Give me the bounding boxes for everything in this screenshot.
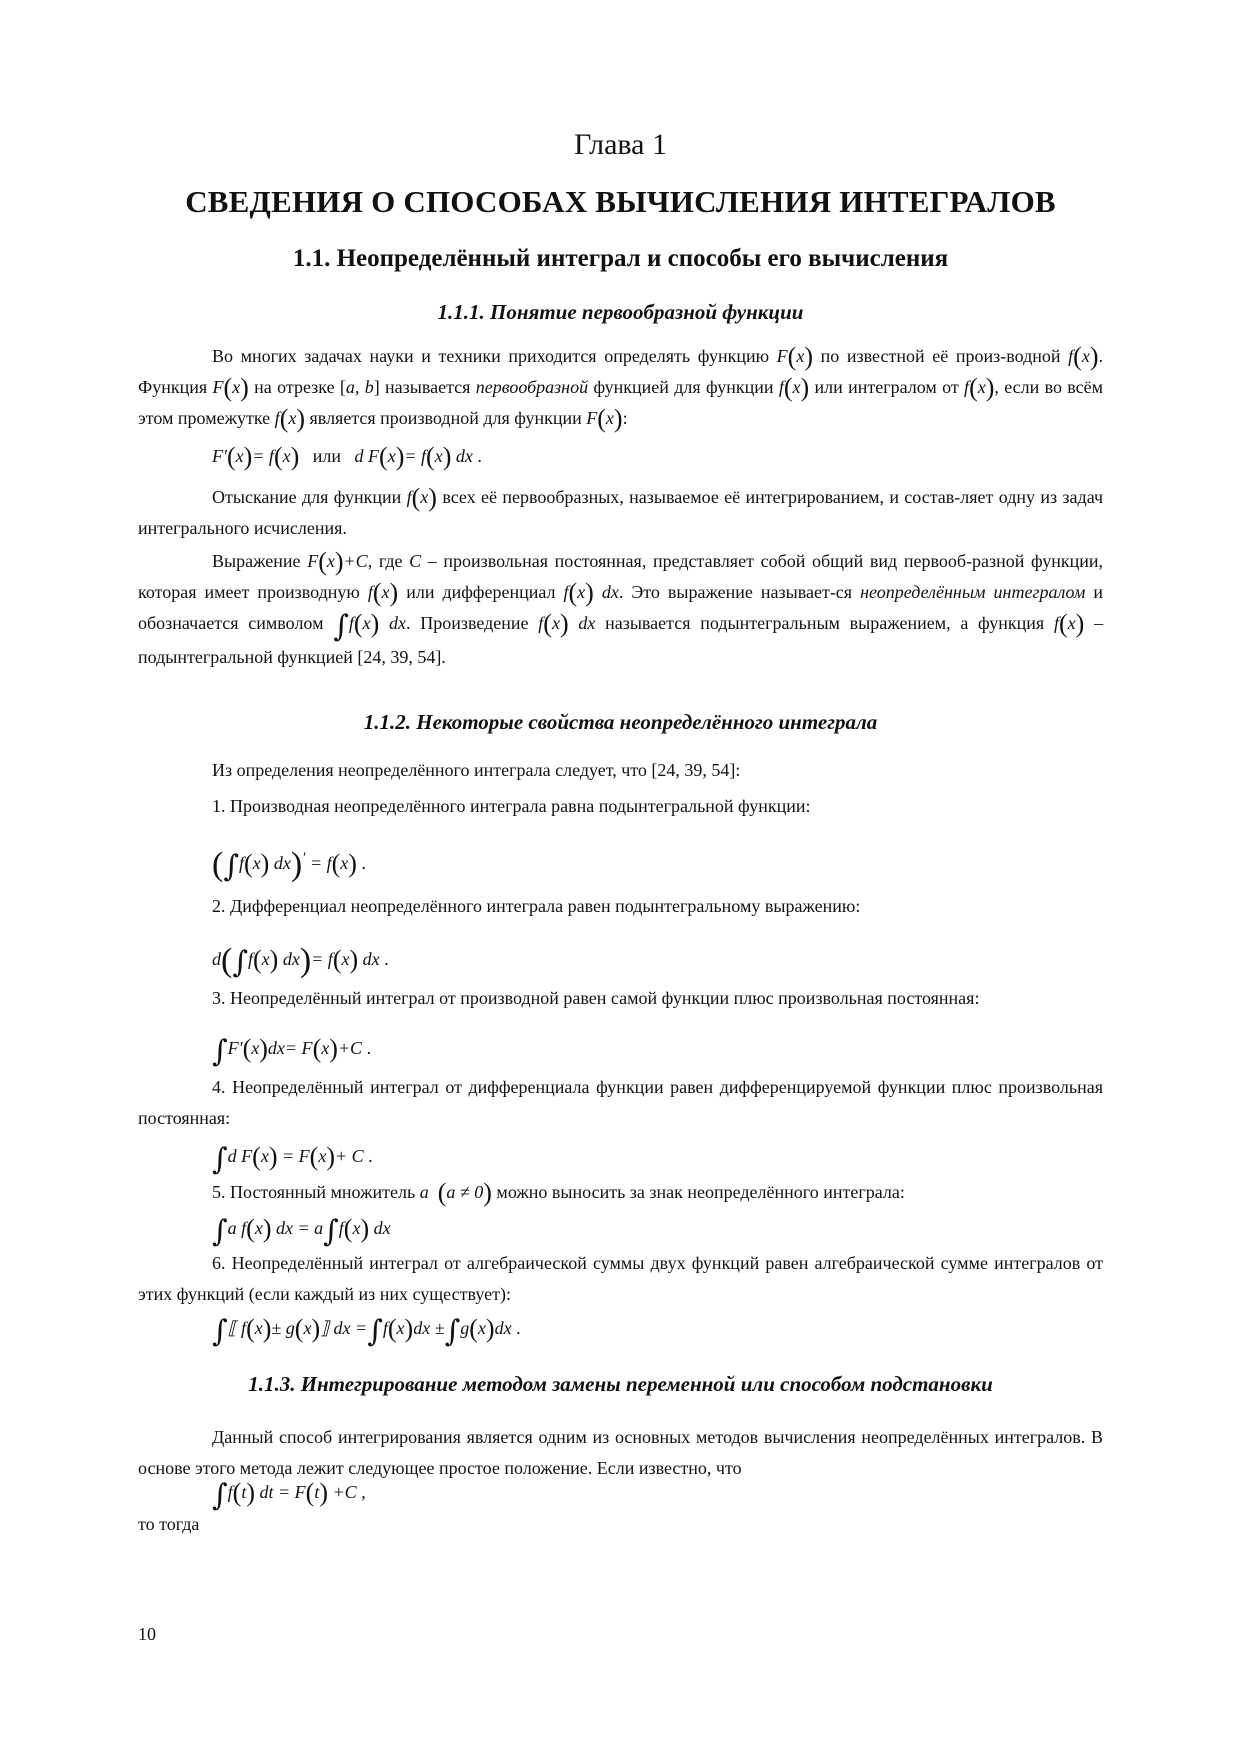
equation-property-6: ∫⟦ f(x)± g(x)⟧ dx =∫f(x)dx ±∫g(x)dx . xyxy=(212,1314,521,1349)
paragraph-4: Данный способ интегрирования является одним из основных методов вычисления неопределённых интегралов. В основе этого метода лежит следующее простое положение. Если известно, что xyxy=(138,1427,1103,1478)
equation-property-3: ∫F′(x)dx= F(x)+C . xyxy=(212,1034,372,1069)
paragraph-2: Отыскание для функции f(x) всех её первообразных, называемое её интегрированием, и состав-ляет одну из задач интегрального исчисления. xyxy=(138,483,1104,538)
property-1-text: 1. Производная неопределённого интеграла равна подынтегральной функции: xyxy=(212,796,811,816)
property-6-text: 6. Неопределённый интеграл от алгебраической суммы двух функций равен алгебраической сумме интегралов от этих функций (если каждый из них существует): xyxy=(138,1253,1103,1304)
subsection-1-title: 1.1.1. Понятие первообразной функции xyxy=(437,300,804,324)
equation-antiderivative-def: F′(x)= f(x) или d F(x)= f(x) dx . xyxy=(212,442,482,471)
paragraph-3: Выражение F(x)+C, где C – произвольная постоянная, представляет собой общий вид первооб-разной функции, которая имеет производную f(x) или дифференциал f(x) dx. Это выражение называет-ся неопределённым интегралом и обозначается символом ∫f(x) dx. Произведение f(x) dx называется подынтегральным выражением, а функция f(x) – подынтегральной функцией [24, 39, 54]. xyxy=(138,547,1104,667)
then-text: то тогда xyxy=(138,1514,200,1534)
equation-substitution: ∫f(t) dt = F(t) +C , xyxy=(212,1478,366,1513)
properties-intro: Из определения неопределённого интеграла следует, что [24, 39, 54]: xyxy=(212,760,741,780)
chapter-title: СВЕДЕНИЯ О СПОСОБАХ ВЫЧИСЛЕНИЯ ИНТЕГРАЛОВ xyxy=(185,184,1056,219)
chapter-label: Глава 1 xyxy=(574,128,667,161)
page-number: 10 xyxy=(138,1624,156,1644)
page xyxy=(138,0,1103,1754)
subsection-2-title: 1.1.2. Некоторые свойства неопределённого интеграла xyxy=(363,710,878,734)
equation-property-1: (∫f(x) dx)′ = f(x) . xyxy=(212,846,366,884)
equation-property-5: ∫a f(x) dx = a∫f(x) dx xyxy=(212,1214,391,1249)
subsection-3-title: 1.1.3. Интегрирование методом замены переменной или способом подстановки xyxy=(248,1372,993,1396)
equation-property-4: ∫d F(x) = F(x)+ C . xyxy=(212,1142,373,1177)
paragraph-1: Во многих задачах науки и техники приходится определять функцию F(x) по известной её произ-водной f(x). Функция F(x) на отрезке [a, b] называется первообразной функцией для функции f(x) или интегралом от f(x), если во всём этом промежутке f(x) является производной для функции F(x): xyxy=(138,342,1104,433)
section-title: 1.1. Неопределённый интеграл и способы его вычисления xyxy=(292,245,949,272)
property-3-text: 3. Неопределённый интеграл от производной равен самой функции плюс произвольная постоянная: xyxy=(212,988,980,1008)
property-4-text: 4. Неопределённый интеграл от дифференциала функции равен дифференцируемой функции плюс произвольная постоянная: xyxy=(138,1077,1103,1128)
property-2-text: 2. Дифференциал неопределённого интеграла равен подынтегральному выражению: xyxy=(212,896,861,916)
property-5-text: 5. Постоянный множитель a (a ≠ 0) можно выносить за знак неопределённого интеграла: xyxy=(212,1178,905,1207)
equation-property-2: d(∫f(x) dx)= f(x) dx . xyxy=(212,942,389,980)
